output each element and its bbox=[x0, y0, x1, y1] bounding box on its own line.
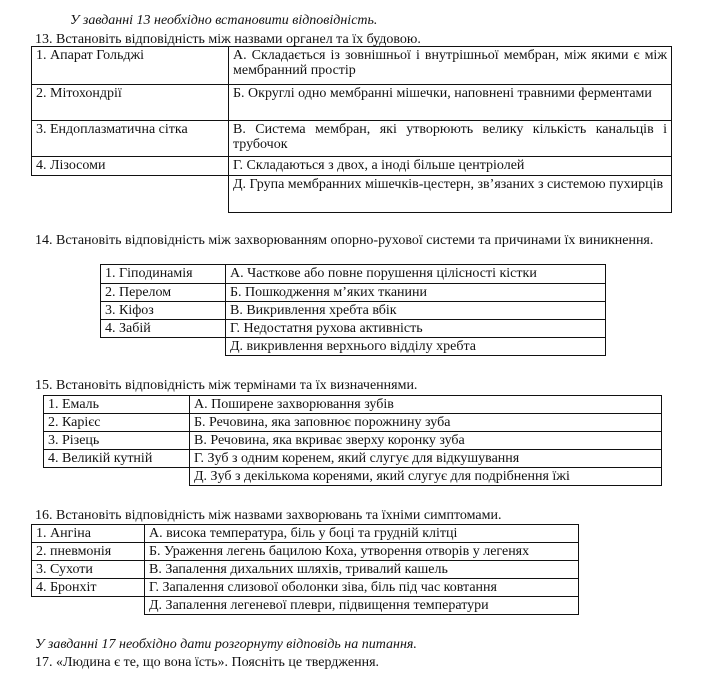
question-14-table bbox=[100, 264, 606, 356]
q13-left-3: 3. Ендоплазматична сітка bbox=[32, 121, 229, 157]
question-13-table bbox=[31, 46, 672, 213]
q16-right-b: Б. Ураження легень бацилою Коха, утворення отворів у легенях bbox=[145, 543, 579, 561]
question-15-table bbox=[43, 395, 662, 486]
q15-left-3: 3. Різець bbox=[44, 432, 190, 450]
q14-left-2: 2. Перелом bbox=[101, 284, 226, 302]
q15-right-d: Д. Зуб з декількома коренями, який слугує для подрібнення їжі bbox=[190, 468, 662, 486]
q14-left-1: 1. Гіподинамія bbox=[101, 265, 226, 284]
q13-left-2: 2. Мітохондрії bbox=[32, 85, 229, 121]
q14-left-3: 3. Кіфоз bbox=[101, 302, 226, 320]
q14-right-a: А. Часткове або повне порушення цілісності кістки bbox=[226, 265, 606, 284]
q13-left-4: 4. Лізосоми bbox=[32, 157, 229, 176]
q14-empty-cell bbox=[101, 338, 226, 356]
q15-right-a: А. Поширене захворювання зубів bbox=[190, 396, 662, 414]
q13-left-1: 1. Апарат Гольджі bbox=[32, 47, 229, 85]
question-15-title: 15. Встановіть відповідність між термінами та їх визначеннями. bbox=[35, 378, 418, 393]
q14-right-g: Г. Недостатня рухова активність bbox=[226, 320, 606, 338]
q14-right-b: Б. Пошкодження м’яких тканини bbox=[226, 284, 606, 302]
q14-left-4: 4. Забій bbox=[101, 320, 226, 338]
q15-left-4: 4. Великій кутній bbox=[44, 450, 190, 468]
q13-right-d: Д. Група мембранних мішечків-цестерн, зв’язаних з системою пухирців bbox=[229, 176, 672, 213]
q15-left-1: 1. Емаль bbox=[44, 396, 190, 414]
q16-right-d: Д. Запалення легеневої плеври, підвищення температури bbox=[145, 597, 579, 615]
q16-left-4: 4. Бронхіт bbox=[32, 579, 145, 597]
q13-right-b: Б. Округлі одно мембранні мішечки, наповнені травними ферментами bbox=[229, 85, 672, 121]
q15-left-2: 2. Карієс bbox=[44, 414, 190, 432]
q15-right-b: Б. Речовина, яка заповнює порожнину зуба bbox=[190, 414, 662, 432]
q16-left-1: 1. Ангіна bbox=[32, 525, 145, 543]
q13-right-a: А. Складається із зовнішньої і внутрішньої мембран, між якими є між мембранний простір bbox=[229, 47, 672, 85]
q13-right-g: Г. Складаються з двох, а іноді більше центріолей bbox=[229, 157, 672, 176]
q16-right-a: А. висока температура, біль у боці та грудній клітці bbox=[145, 525, 579, 543]
q15-right-v: В. Речовина, яка вкриває зверху коронку зуба bbox=[190, 432, 662, 450]
q13-right-v: В. Система мембран, які утворюють велику кількість канальців і трубочок bbox=[229, 121, 672, 157]
question-16-title: 16. Встановіть відповідність між назвами захворювань та їхніми симптомами. bbox=[35, 508, 502, 523]
q15-right-g: Г. Зуб з одним коренем, який слугує для відкушування bbox=[190, 450, 662, 468]
question-17-title: 17. «Людина є те, що вона їсть». Поясніть це твердження. bbox=[35, 655, 380, 670]
q14-right-d: Д. викривлення верхнього відділу хребта bbox=[226, 338, 606, 356]
q16-empty-cell bbox=[32, 597, 145, 615]
q15-empty-cell bbox=[44, 468, 190, 486]
q16-left-2: 2. пневмонія bbox=[32, 543, 145, 561]
intro-17: У завданні 17 необхідно дати розгорнуту відповідь на питання. bbox=[35, 637, 417, 652]
question-13-title: 13. Встановіть відповідність між назвами органел та їх будовою. bbox=[35, 32, 421, 47]
q13-empty-cell bbox=[32, 176, 229, 213]
q16-right-g: Г. Запалення слизової оболонки зіва, біль під час ковтання bbox=[145, 579, 579, 597]
intro-13: У завданні 13 необхідно встановити відповідність. bbox=[70, 13, 378, 28]
q14-right-v: В. Викривлення хребта вбік bbox=[226, 302, 606, 320]
q16-right-v: В. Запалення дихальних шляхів, тривалий кашель bbox=[145, 561, 579, 579]
question-16-table bbox=[31, 524, 579, 615]
question-14-title: 14. Встановіть відповідність між захворюванням опорно-рухової системи та причинами їх виникнення. bbox=[35, 233, 654, 248]
q16-left-3: 3. Сухоти bbox=[32, 561, 145, 579]
